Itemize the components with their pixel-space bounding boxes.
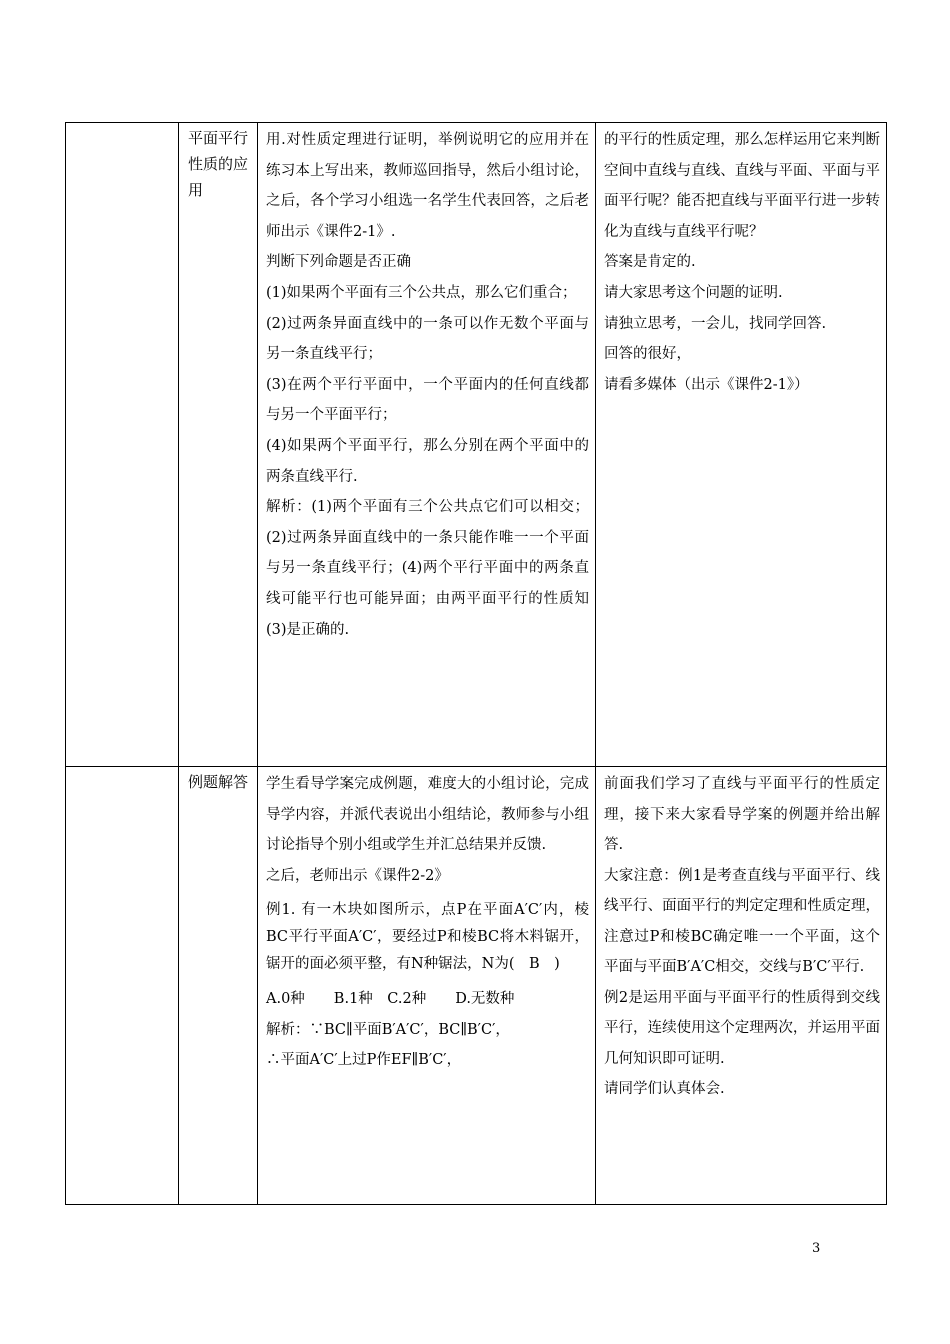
teacher-paragraph: 请看多媒体（出示《课件2-1》）: [604, 376, 809, 393]
teacher-paragraph: 请独立思考，一会儿，找同学回答.: [604, 315, 827, 332]
example-choices: A.0种 B.1种 C.2种 D.无数种: [266, 991, 515, 1007]
activity-cell: [258, 123, 596, 767]
stage-label: 平面平行性质的应用: [188, 129, 249, 199]
lesson-plan-table: [65, 122, 887, 1205]
blank-cell: [66, 767, 179, 1205]
example-1: 例1. 有一木块如图所示，点P在平面A′C′内，棱BC平行平面A′C′，要经过P和棱BC将木料锯开，锯开的面必须平整，有N种锯法，N为( B ): [266, 902, 589, 972]
proposition-4: (4)如果两个平面平行，那么分别在两个平面中的两条直线平行.: [266, 437, 589, 485]
teacher-paragraph: 答案是肯定的.: [604, 254, 696, 271]
stage-cell: [179, 123, 258, 767]
teacher-paragraph: 前面我们学习了直线与平面平行的性质定理，接下来大家看导学案的例题并给出解答.: [604, 776, 880, 853]
table-row: [66, 123, 887, 767]
activity-paragraph: 判断下列命题是否正确: [266, 254, 411, 271]
activity-paragraph: 用.对性质定理进行证明，举例说明它的应用并在练习本上写出来，教师巡回指导，然后小组讨论，之后，各个学习小组选一名学生代表回答，之后老师出示《课件2-1》.: [266, 132, 589, 240]
stage-label: 例题解答: [188, 773, 249, 791]
teacher-paragraph: 请大家思考这个问题的证明.: [604, 284, 783, 301]
teacher-paragraph: 回答的很好，: [604, 346, 691, 363]
page-number: 3: [812, 1241, 821, 1256]
teacher-paragraph: 请同学们认真体会.: [604, 1081, 725, 1097]
teacher-cell: [596, 767, 887, 1205]
stage-cell: [179, 767, 258, 1205]
teacher-paragraph: 的平行的性质定理，那么怎样运用它来判断空间中直线与直线、直线与平面、平面与平面平行呢？能否把直线与平面平行进一步转化为直线与直线平行呢？: [604, 132, 880, 240]
activity-paragraph: 学生看导学案完成例题，难度大的小组讨论，完成导学内容，并派代表说出小组结论，教师参与小组讨论指导个别小组或学生并汇总结果并反馈.: [266, 776, 589, 853]
blank-cell: [66, 123, 179, 767]
teacher-paragraph: 例2是运用平面与平面平行的性质得到交线平行，连续使用这个定理两次，并运用平面几何知识即可证明.: [604, 989, 880, 1067]
table-row: [66, 767, 887, 1205]
teacher-cell: [596, 123, 887, 767]
proposition-1: (1)如果两个平面有三个公共点，那么它们重合；: [266, 284, 577, 301]
activity-paragraph: 之后，老师出示《课件2-2》: [266, 867, 449, 884]
solution-line: 解析：∵BC∥平面B′A′C′，BC∥B′C′，: [266, 1021, 510, 1038]
analysis-paragraph: 解析：(1)两个平面有三个公共点它们可以相交；(2)过两条异面直线中的一条只能作唯一一个平面与另一条直线平行；(4)两个平行平面中的两条直线可能平行也可能异面；由两平面平行的性质知(3)是正确的.: [266, 499, 589, 638]
proposition-2: (2)过两条异面直线中的一条可以作无数个平面与另一条直线平行；: [266, 315, 589, 363]
solution-line: ∴平面A′C′上过P作EF∥B′C′，: [266, 1052, 462, 1068]
teacher-paragraph: 大家注意：例1是考查直线与平面平行、线线平行、面面平行的判定定理和性质定理，注意过P和棱BC确定唯一一个平面，这个平面与平面B′A′C相交，交线与B′C′平行.: [604, 867, 880, 975]
proposition-3: (3)在两个平行平面中，一个平面内的任何直线都与另一个平面平行；: [266, 376, 589, 424]
activity-cell: [258, 767, 596, 1205]
